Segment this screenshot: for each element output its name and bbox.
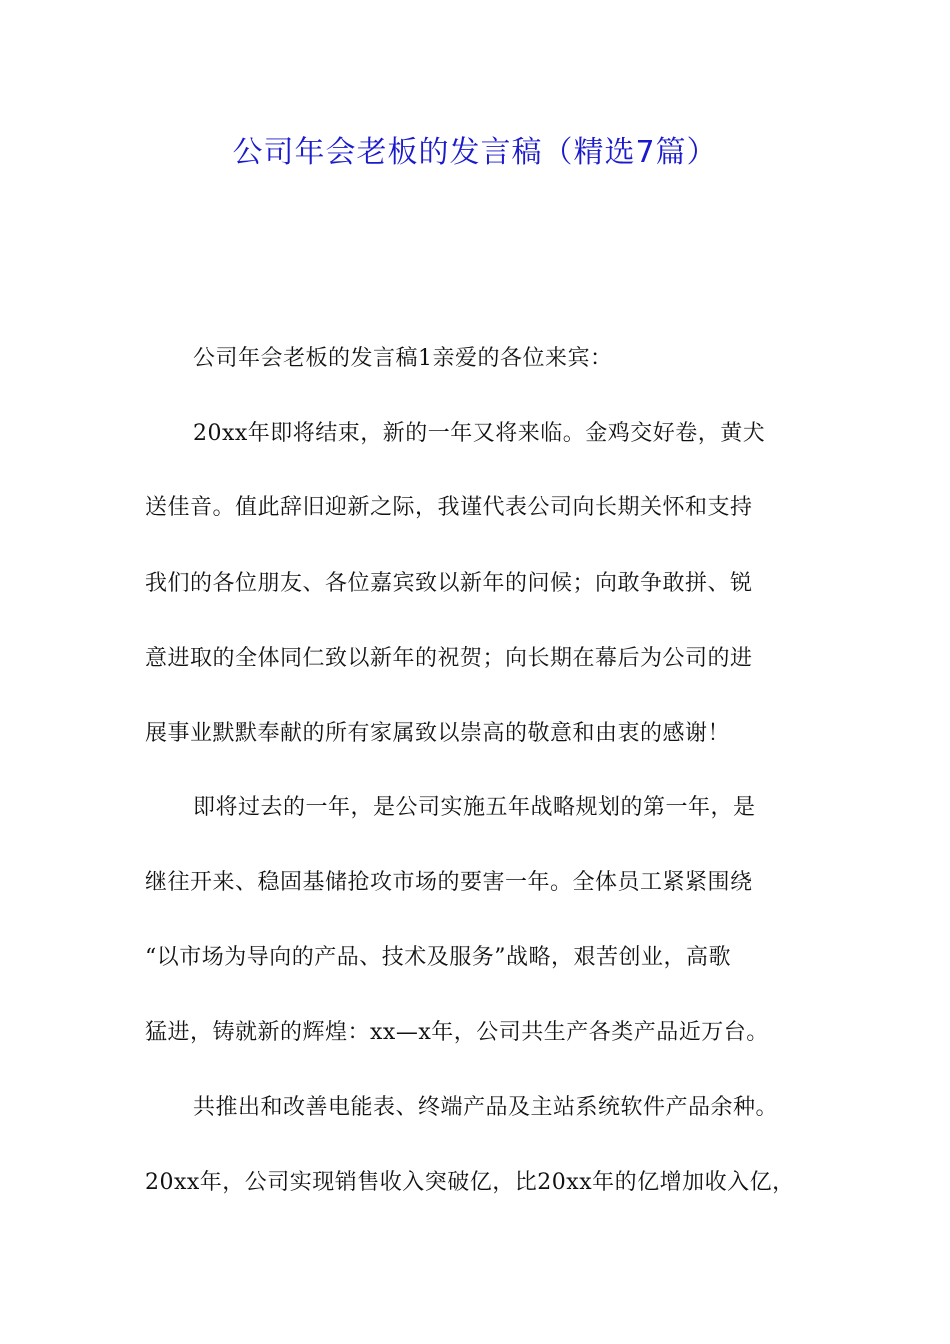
paragraph-line: 送佳音。值此辞旧迎新之际，我谨代表公司向长期关怀和支持 xyxy=(145,495,753,520)
paragraph-line: “以市场为导向的产品、技术及服务”战略，艰苦创业，高歌 xyxy=(145,945,731,970)
paragraph-line: 猛进，铸就新的辉煌：xx—x年，公司共生产各类产品近万台。 xyxy=(145,1020,769,1045)
paragraph-line: 我们的各位朋友、各位嘉宾致以新年的问候；向敢争敢拼、锐 xyxy=(145,571,753,596)
document-title: 公司年会老板的发言稿（精选7篇） xyxy=(232,135,718,170)
paragraph-line: 意进取的全体同仁致以新年的祝贺；向长期在幕后为公司的进 xyxy=(145,646,753,671)
paragraph-line: 20xx年，公司实现销售收入突破亿，比20xx年的亿增加收入亿， xyxy=(145,1170,795,1195)
paragraph-line: 即将过去的一年，是公司实施五年战略规划的第一年，是 xyxy=(193,795,756,820)
paragraph-line: 继往开来、稳固基储抢攻市场的要害一年。全体员工紧紧围绕 xyxy=(145,870,753,895)
paragraph-line: 20xx年即将结束，新的一年又将来临。金鸡交好卷，黄犬 xyxy=(193,421,766,446)
paragraph-line: 展事业默默奉献的所有家属致以崇高的敬意和由衷的感谢！ xyxy=(145,721,731,746)
paragraph-line: 公司年会老板的发言稿1亲爱的各位来宾： xyxy=(193,346,613,371)
paragraph-line: 共推出和改善电能表、终端产品及主站系统软件产品余种。 xyxy=(193,1095,779,1120)
